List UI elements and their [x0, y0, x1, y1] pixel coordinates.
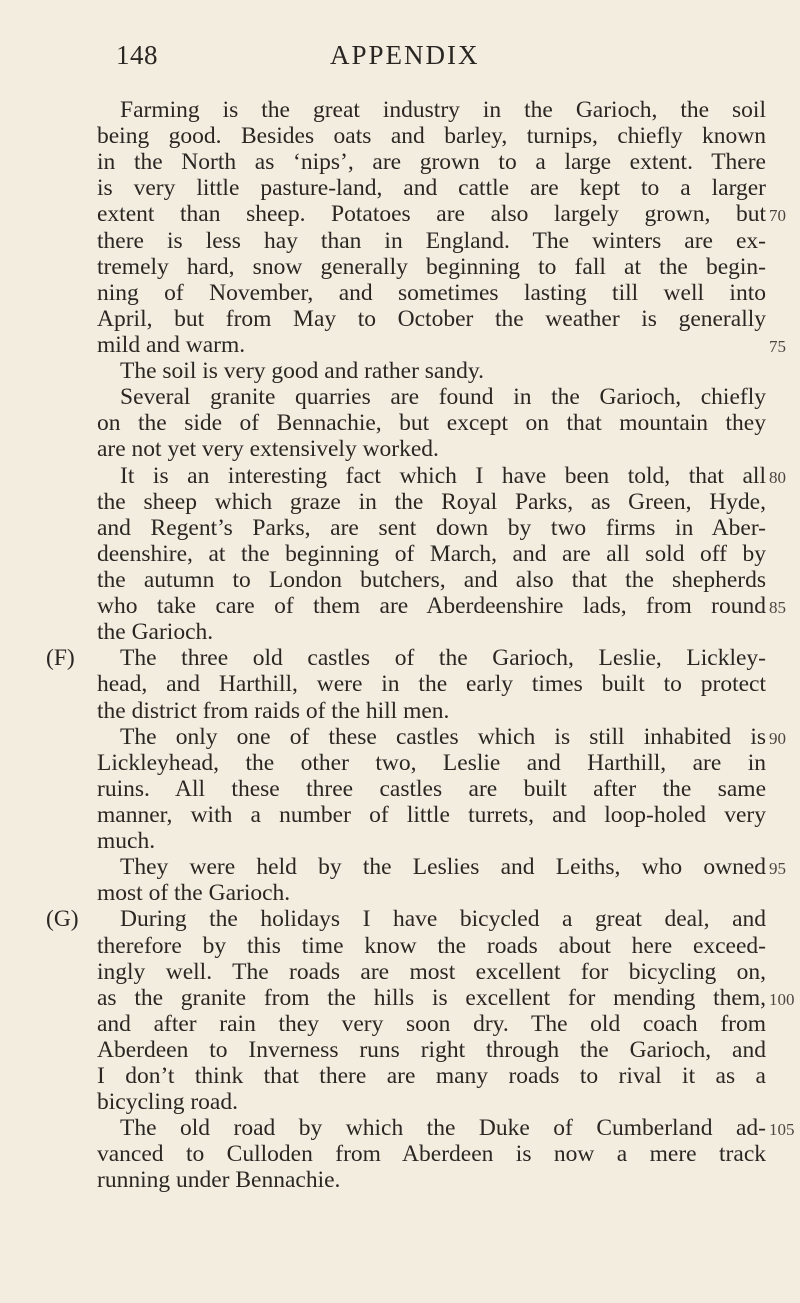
- line-text: in the North as ‘nips’, are grown to a large extent. There: [97, 149, 766, 176]
- text-line: [0, 619, 800, 645]
- line-number: 100: [769, 989, 795, 1009]
- text-line: [0, 776, 800, 802]
- line-number: 80: [769, 467, 786, 487]
- text-line: [0, 854, 800, 880]
- text-line: [0, 358, 800, 384]
- text-line: [0, 1115, 800, 1141]
- line-text: head, and Harthill, were in the early times built to protect: [97, 671, 766, 698]
- line-text: ingly well. The roads are most excellent for bicycling on,: [97, 958, 766, 985]
- text-line: [0, 671, 800, 697]
- text-line: [0, 828, 800, 854]
- text-line: [0, 1141, 800, 1167]
- line-text: The soil is very good and rather sandy.: [120, 358, 484, 385]
- text-line: [0, 985, 800, 1011]
- text-line: [0, 724, 800, 750]
- line-text: Lickleyhead, the other two, Leslie and Harthill, are in: [97, 749, 766, 776]
- line-text: there is less hay than in England. The winters are ex-: [97, 227, 766, 254]
- text-line: [0, 280, 800, 306]
- line-text: the sheep which graze in the Royal Parks, as Green, Hyde,: [97, 488, 766, 515]
- line-text: extent than sheep. Potatoes are also largely grown, but: [97, 201, 766, 228]
- line-text: bicycling road.: [97, 1089, 238, 1116]
- line-number: 70: [769, 206, 786, 226]
- text-line: [0, 515, 800, 541]
- line-text: During the holidays I have bicycled a great deal, and: [120, 906, 766, 933]
- line-text: They were held by the Leslies and Leiths, who owned: [120, 854, 766, 881]
- line-text: are not yet very extensively worked.: [97, 436, 439, 463]
- line-text: ruins. All these three castles are built after the same: [97, 775, 766, 802]
- text-line: [0, 880, 800, 906]
- line-text: the autumn to London butchers, and also that the shepherds: [97, 566, 766, 593]
- text-line: [0, 933, 800, 959]
- line-text: April, but from May to October the weather is generally: [97, 305, 766, 332]
- text-line: [0, 149, 800, 175]
- line-text: ning of November, and sometimes lasting till well into: [97, 279, 766, 306]
- page-header: [0, 40, 800, 80]
- line-text: being good. Besides oats and barley, turnips, chiefly known: [97, 123, 766, 150]
- text-line: [0, 698, 800, 724]
- text-line: [0, 201, 800, 227]
- line-text: manner, with a number of little turrets, and loop-holed very: [97, 801, 766, 828]
- text-line: [0, 750, 800, 776]
- section-label: (F): [46, 645, 75, 672]
- line-text: I don’t think that there are many roads to rival it as a: [97, 1063, 766, 1090]
- line-text: the district from raids of the hill men.: [97, 697, 450, 724]
- line-text: running under Bennachie.: [97, 1167, 341, 1194]
- line-number: 75: [769, 336, 786, 356]
- line-number: 90: [769, 728, 786, 748]
- text-line: [0, 802, 800, 828]
- line-text: deenshire, at the beginning of March, and are all sold off by: [97, 540, 766, 567]
- text-line: [0, 254, 800, 280]
- text-line: [0, 410, 800, 436]
- text-line: [0, 906, 800, 932]
- body-text: [0, 97, 800, 1194]
- line-text: Several granite quarries are found in the Garioch, chiefly: [120, 384, 766, 411]
- line-text: The three old castles of the Garioch, Leslie, Lickley-: [120, 645, 766, 672]
- line-text: is very little pasture-land, and cattle are kept to a larger: [97, 175, 766, 202]
- line-text: and after rain they very soon dry. The old coach from: [97, 1010, 766, 1037]
- text-line: [0, 645, 800, 671]
- page-number: 148: [116, 40, 158, 70]
- section-label: (G): [46, 906, 79, 933]
- text-line: [0, 593, 800, 619]
- line-text: who take care of them are Aberdeenshire lads, from round: [97, 593, 766, 620]
- text-line: [0, 1063, 800, 1089]
- text-line: [0, 489, 800, 515]
- line-text: Farming is the great industry in the Garioch, the soil: [120, 97, 766, 123]
- line-text: Aberdeen to Inverness runs right through the Garioch, and: [97, 1036, 766, 1063]
- text-line: [0, 1089, 800, 1115]
- text-line: [0, 228, 800, 254]
- line-text: The only one of these castles which is still inhabited is: [120, 723, 766, 750]
- line-number: 85: [769, 598, 786, 618]
- text-line: [0, 97, 800, 123]
- text-line: [0, 123, 800, 149]
- line-number: 95: [769, 859, 786, 879]
- line-text: as the granite from the hills is excellent for mending them,: [97, 984, 766, 1011]
- line-text: tremely hard, snow generally beginning to fall at the begin-: [97, 253, 766, 280]
- line-text: and Regent’s Parks, are sent down by two firms in Aber-: [97, 514, 766, 541]
- line-text: the Garioch.: [97, 619, 214, 646]
- line-text: mild and warm.: [97, 331, 246, 358]
- text-line: [0, 332, 800, 358]
- text-line: [0, 1011, 800, 1037]
- line-text: It is an interesting fact which I have been told, that all: [120, 462, 766, 489]
- line-text: therefore by this time know the roads about here exceed-: [97, 932, 766, 959]
- text-line: [0, 1167, 800, 1193]
- line-text: much.: [97, 828, 156, 855]
- text-line: [0, 436, 800, 462]
- line-text: most of the Garioch.: [97, 880, 291, 907]
- text-line: [0, 959, 800, 985]
- running-head: APPENDIX: [330, 40, 480, 70]
- line-number: 105: [769, 1120, 795, 1140]
- text-line: [0, 306, 800, 332]
- text-line: [0, 541, 800, 567]
- line-text: on the side of Bennachie, but except on that mountain they: [97, 410, 766, 437]
- text-line: [0, 463, 800, 489]
- text-line: [0, 175, 800, 201]
- text-line: [0, 384, 800, 410]
- text-line: [0, 1037, 800, 1063]
- text-line: [0, 567, 800, 593]
- line-text: The old road by which the Duke of Cumberland ad-: [120, 1115, 766, 1142]
- line-text: vanced to Culloden from Aberdeen is now a mere track: [97, 1141, 766, 1168]
